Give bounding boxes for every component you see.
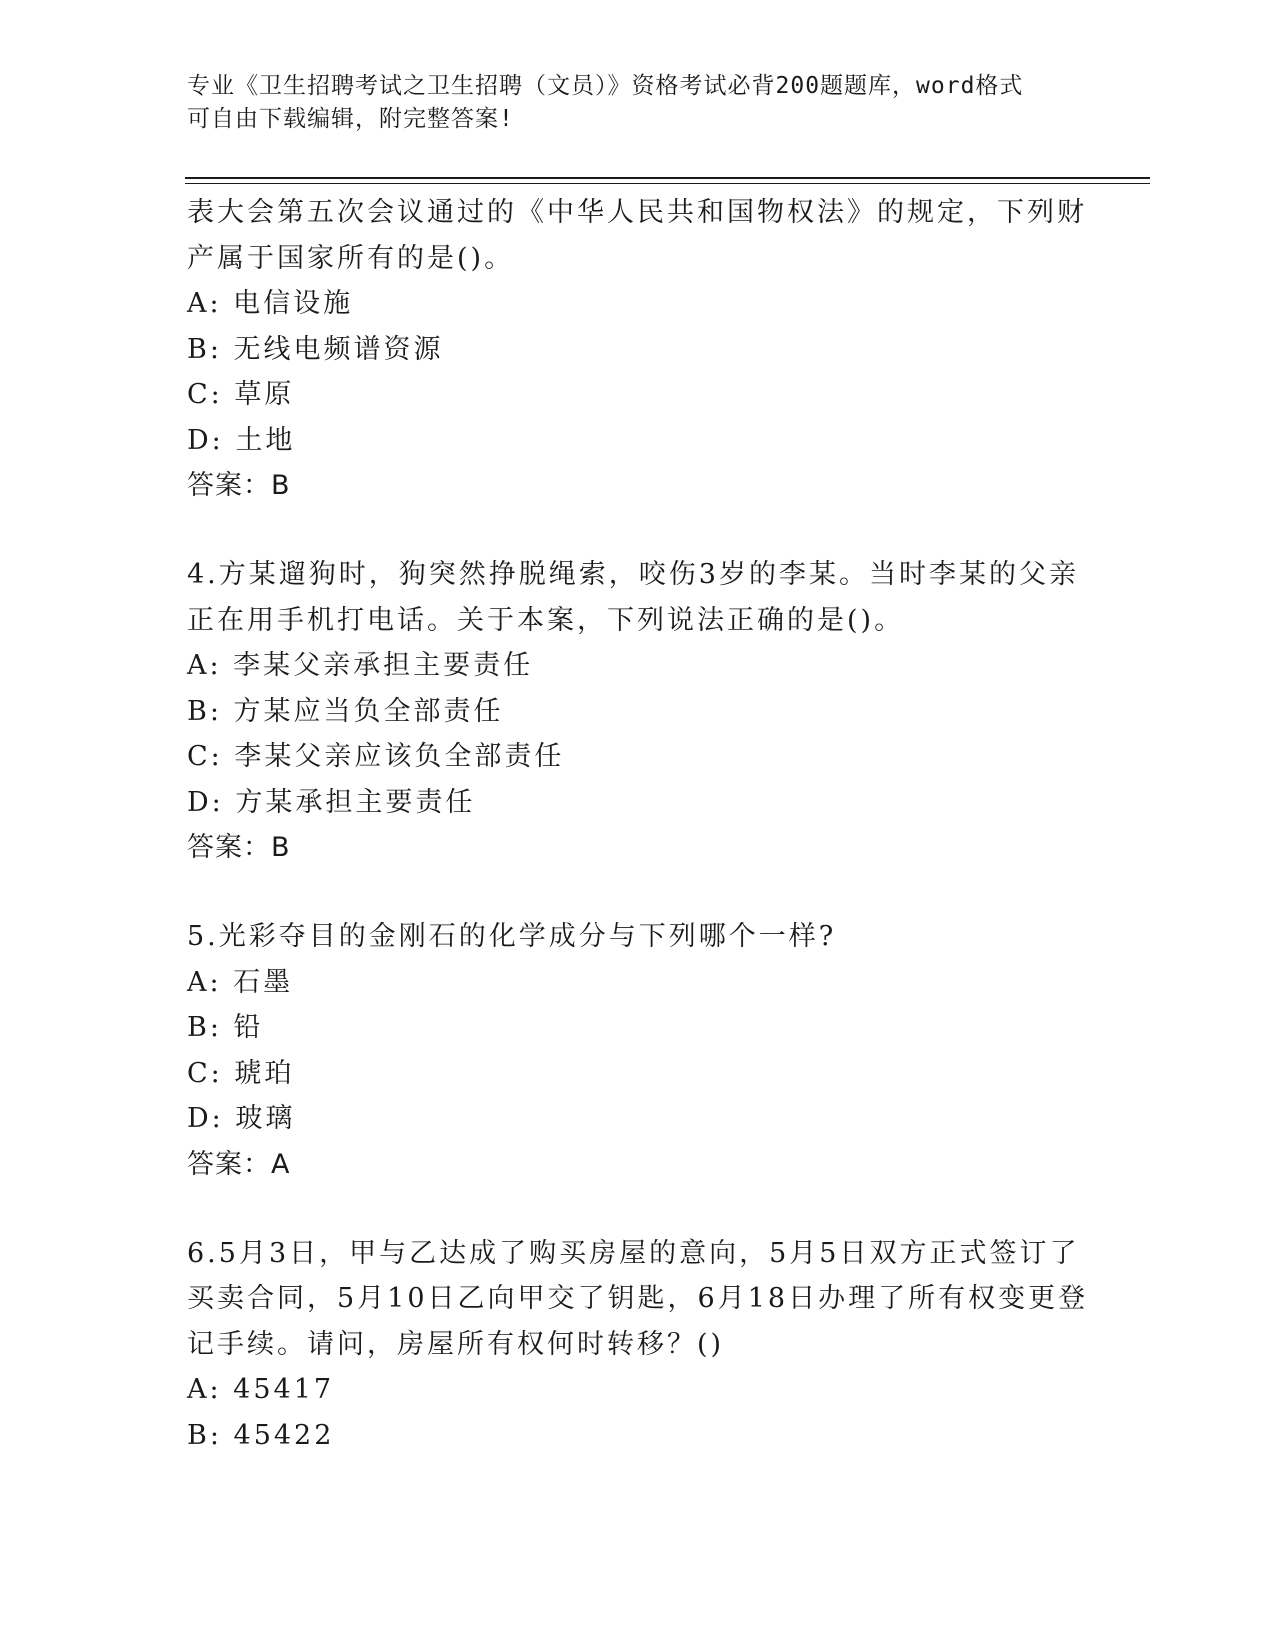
question-text: 正在用手机打电话。关于本案，下列说法正确的是()。 xyxy=(187,604,905,636)
option-a: A: 石墨 xyxy=(187,966,294,998)
option-c: C: 草原 xyxy=(187,379,295,410)
question-text: 产属于国家所有的是()。 xyxy=(187,242,515,274)
document-header xyxy=(187,70,1067,136)
header-rule-top xyxy=(185,177,1150,179)
question-5 xyxy=(187,914,1087,1187)
option-b: B: 无线电频谱资源 xyxy=(187,333,444,365)
option-d: D: 土地 xyxy=(187,424,296,456)
question-text: 5.光彩夺目的金刚石的化学成分与下列哪个一样? xyxy=(187,921,837,952)
header-line-1: 专业《卫生招聘考试之卫生招聘（文员）》资格考试必背200题题库，word格式 xyxy=(187,73,1024,99)
header-rule-bottom xyxy=(185,183,1150,184)
question-text: 记手续。请问，房屋所有权何时转移？() xyxy=(187,1328,725,1360)
spacer xyxy=(187,870,1087,914)
question-3 xyxy=(187,190,1087,508)
option-b: B: 方某应当负全部责任 xyxy=(187,695,504,727)
answer: 答案：B xyxy=(187,832,291,863)
option-d: D: 方某承担主要责任 xyxy=(187,786,476,818)
question-text: 表大会第五次会议通过的《中华人民共和国物权法》的规定，下列财 xyxy=(187,197,1087,228)
spacer xyxy=(187,1187,1087,1231)
option-b: B: 铅 xyxy=(187,1012,264,1043)
option-b: B: 45422 xyxy=(187,1419,335,1451)
question-4 xyxy=(187,552,1087,870)
question-text: 6.5月3日，甲与乙达成了购买房屋的意向，5月5日双方正式签订了 xyxy=(187,1237,1080,1269)
option-a: A: 电信设施 xyxy=(187,288,354,319)
header-line-2: 可自由下载编辑，附完整答案! xyxy=(187,106,514,132)
option-a: A: 李某父亲承担主要责任 xyxy=(187,650,534,681)
option-d: D: 玻璃 xyxy=(187,1103,296,1134)
question-text: 买卖合同，5月10日乙向甲交了钥匙，6月18日办理了所有权变更登 xyxy=(187,1283,1089,1314)
question-text: 4.方某遛狗时，狗突然挣脱绳索，咬伤3岁的李某。当时李某的父亲 xyxy=(187,559,1079,590)
answer: 答案：B xyxy=(187,470,291,501)
answer: 答案：A xyxy=(187,1148,291,1180)
question-6 xyxy=(187,1231,1087,1459)
option-c: C: 琥珀 xyxy=(187,1057,295,1089)
spacer xyxy=(187,508,1087,552)
option-c: C: 李某父亲应该负全部责任 xyxy=(187,741,565,772)
option-a: A: 45417 xyxy=(187,1374,335,1405)
question-list xyxy=(187,190,1087,1458)
